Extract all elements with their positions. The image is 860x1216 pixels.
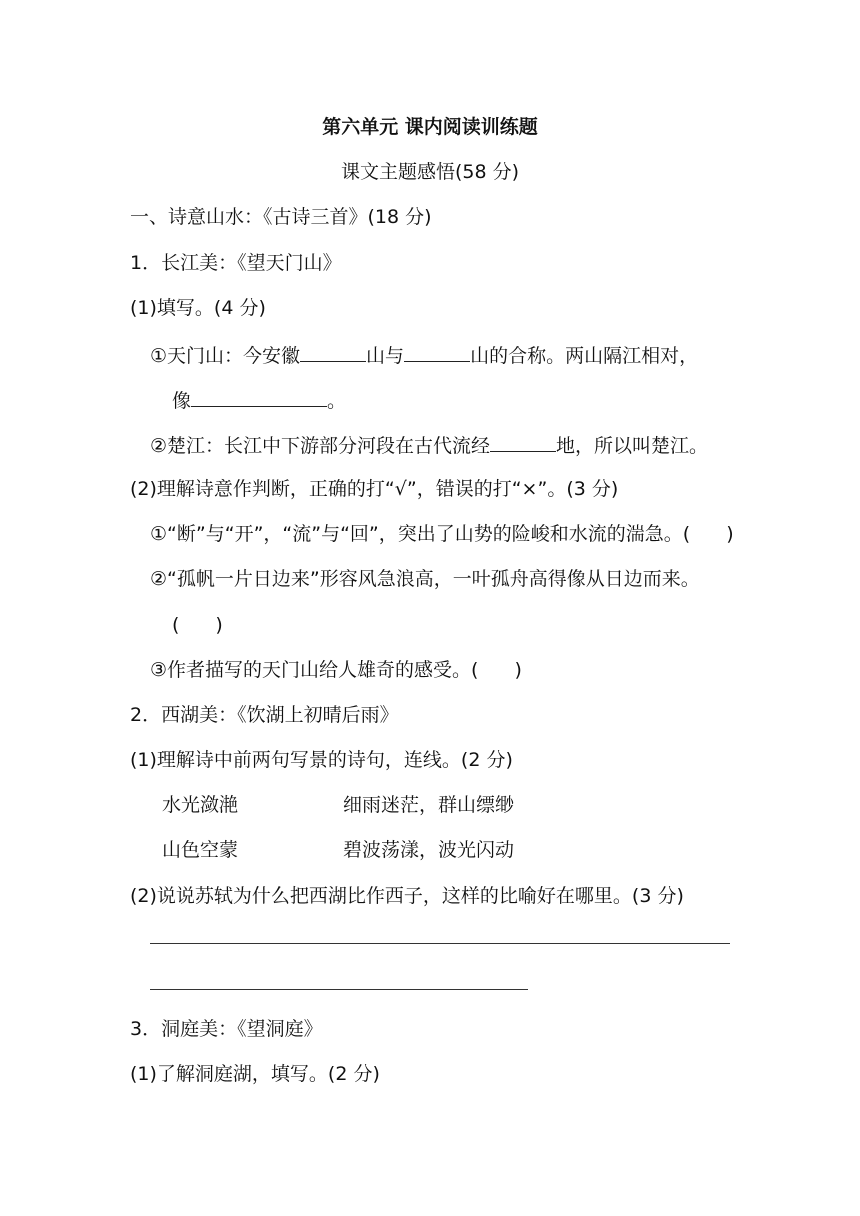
fill-item-1-text-a: ①天门山：今安徽 xyxy=(150,345,301,367)
fill-item-2-text-b: 地，所以叫楚江。 xyxy=(556,435,709,457)
fill-item-1-text-e: 。 xyxy=(327,390,347,412)
page-title: 第六单元 课内阅读训练题 xyxy=(322,116,538,138)
fill-item-2 xyxy=(150,431,708,459)
paren-close: ) xyxy=(726,523,734,545)
fill-item-1 xyxy=(150,341,698,369)
question-3-heading: 3．洞庭美：《望洞庭》 xyxy=(130,1018,323,1040)
question-2-part-1: (1)理解诗中前两句写景的诗句，连线。(2 分) xyxy=(130,749,513,771)
question-1-heading: 1．长江美：《望天门山》 xyxy=(130,252,342,274)
match-left-1[interactable]: 水光潋滟 xyxy=(162,794,239,816)
match-right-2[interactable]: 碧波荡漾，波光闪动 xyxy=(343,839,515,861)
judge-item-1 xyxy=(150,521,734,547)
fill-item-1-text-c: 山的合称。两山隔江相对， xyxy=(470,345,699,367)
question-1-part-1: (1)填写。(4 分) xyxy=(130,297,266,319)
section-heading: 一、诗意山水：《古诗三首》(18 分) xyxy=(130,206,432,228)
match-left-2[interactable]: 山色空蒙 xyxy=(162,839,239,861)
answer-blank[interactable] xyxy=(300,341,366,362)
fill-item-2-text-a: ②楚江：长江中下游部分河段在古代流经 xyxy=(150,435,491,457)
paren-open: ( xyxy=(172,614,180,636)
judge-item-2: ②“孤帆一片日边来”形容风急浪高，一叶孤舟高得像从日边而来。 xyxy=(150,568,700,590)
fill-item-1-continued xyxy=(172,386,346,414)
paren-close: ) xyxy=(215,614,223,636)
page-subtitle: 课文主题感悟(58 分) xyxy=(340,161,520,183)
question-2-part-2: (2)说说苏轼为什么把西湖比作西子，这样的比喻好在哪里。(3 分) xyxy=(130,885,684,907)
question-1-part-2: (2)理解诗意作判断，正确的打“√”，错误的打“×”。(3 分) xyxy=(130,478,619,500)
judge-item-3-text: ③作者描写的天门山给人雄奇的感受。( xyxy=(150,659,479,681)
match-right-1[interactable]: 细雨迷茫，群山缥缈 xyxy=(343,794,515,816)
answer-blank[interactable] xyxy=(490,431,556,452)
answer-line[interactable] xyxy=(150,943,730,944)
judge-item-2-answer xyxy=(172,612,223,638)
answer-line[interactable] xyxy=(150,989,528,990)
fill-item-1-text-b: 山与 xyxy=(366,345,405,367)
paren-close: ) xyxy=(514,659,522,681)
judge-item-3 xyxy=(150,657,522,683)
answer-blank[interactable] xyxy=(404,341,470,362)
question-3-part-1: (1)了解洞庭湖，填写。(2 分) xyxy=(130,1063,380,1085)
fill-item-1-text-d: 像 xyxy=(172,390,192,412)
answer-blank[interactable] xyxy=(191,386,327,407)
judge-item-1-text: ①“断”与“开”，“流”与“回”，突出了山势的险峻和水流的湍急。( xyxy=(150,523,691,545)
question-2-heading: 2．西湖美：《饮湖上初晴后雨》 xyxy=(130,704,399,726)
